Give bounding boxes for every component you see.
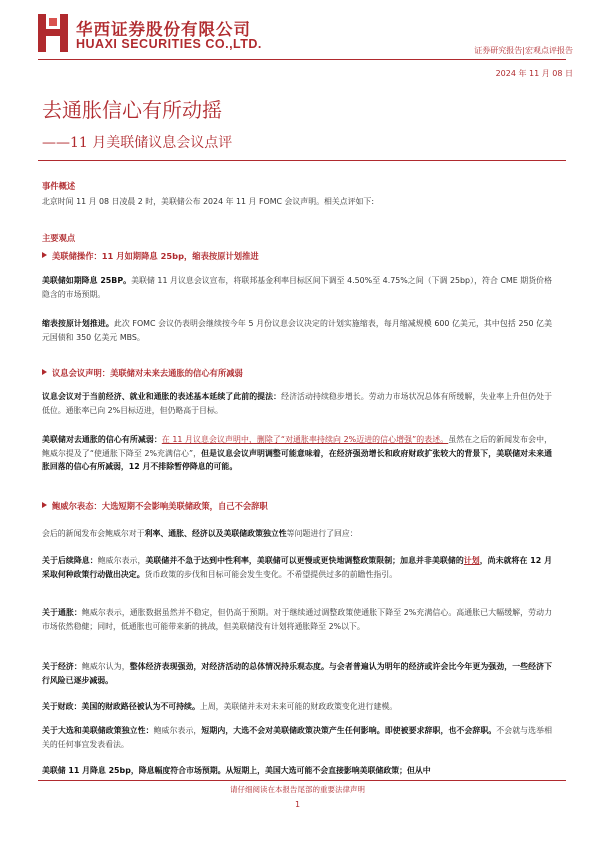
paragraph-lead: 关于大选和美联储政策独立性： — [42, 726, 154, 735]
paragraph-underline: 计划 — [463, 556, 480, 565]
paragraph-qt — [42, 317, 552, 344]
paragraph-election — [42, 724, 552, 751]
paragraph-emphasis: 利率、通胀、经济以及美联储政策独立性 — [144, 529, 287, 538]
report-subtitle: ——11 月美联储议息会议点评 — [42, 135, 233, 151]
paragraph-body: 美联储 11 月议息会议宣布，将联邦基金利率目标区间下调至 4.50%至 4.75%之间（下调 25bp），符合 CME 期货价格隐含的市场预期。 — [42, 276, 552, 299]
paragraph-economy — [42, 660, 552, 687]
paragraph-body: 虽然在之后的新闻发布会中，鲍威尔提及了“使通胀下降至 2%充满信心”， — [42, 435, 552, 458]
paragraph-lead: 缩表按原计划推进。 — [42, 319, 114, 328]
main-points-heading: 主要观点 — [42, 233, 76, 243]
paragraph-body: 鲍威尔认为， — [81, 662, 130, 671]
bullet-text: 议息会议声明：美联储对未来去通胀的信心有所减弱 — [52, 368, 243, 378]
paragraph-body: 等问题进行了回应： — [286, 529, 358, 538]
triangle-bullet-icon — [42, 369, 47, 375]
company-name-en: HUAXI SECURITIES CO.,LTD. — [76, 37, 262, 51]
bullet-statement — [42, 367, 243, 379]
bullet-fed-operation — [42, 250, 259, 262]
paragraph-statement — [42, 390, 552, 417]
paragraph-emphasis: 美联储 11 月降息 25bp，降息幅度符合市场预期。从短期上，美国大选可能不会直接影响美联储政策；但从中 — [42, 766, 431, 775]
paragraph-lead: 议息会议对于当前经济、就业和通胀的表述基本延续了此前的提法： — [42, 392, 282, 401]
paragraph-lead: 关于后续降息： — [42, 556, 98, 565]
paragraph-body: 上周，美联储并未对未来可能的财政政策变化进行建模。 — [199, 702, 398, 711]
paragraph-body: 不会就与选举相关的任何事宜发表看法。 — [42, 726, 552, 749]
paragraph-emphasis: 美国的财政路径被认为不可持续。 — [81, 702, 200, 711]
paragraph-inflation — [42, 606, 552, 633]
bullet-text: 美联储操作：11 月如期降息 25bp，缩表按原计划推进 — [52, 251, 259, 261]
paragraph-lead: 关于通胀： — [42, 608, 82, 617]
triangle-bullet-icon — [42, 502, 47, 508]
paragraph-emphasis: 整体经济表现强劲，对经济活动的总体情况持乐观态度。与会者普遍认为明年的经济或许会比今年更为强劲，一些经济下行风险已逐步减弱。 — [42, 662, 552, 685]
report-title: 去通胀信心有所动摇 — [42, 98, 222, 122]
paragraph-lead: 美联储对去通胀的信心有所减弱： — [42, 435, 162, 444]
paragraph-lead: 关于经济： — [42, 662, 82, 671]
paragraph-emphasis: 但是议息会议声明调整可能意味着，在经济强劲增长和政府财政扩张较大的背景下，美联储对未来通胀回落的信心有所减弱，12 月不排除暂停降息的可能。 — [42, 448, 552, 471]
report-type: 证券研究报告|宏观点评报告 — [474, 46, 573, 55]
header-divider — [38, 59, 566, 60]
company-name-cn: 华西证券股份有限公司 — [76, 20, 251, 39]
paragraph-body: 鲍威尔表示， — [97, 556, 146, 565]
title-divider — [38, 160, 566, 161]
paragraph-body: 鲍威尔表示，通胀数据虽然并不稳定，但仍高于预期。对于继续通过调整政策使通胀下降至 2%充满信心。高通胀已大幅缓解，劳动力市场依然稳健；同时，低通胀也可能带来新的挑战，但美联储没有计划将通胀降至 2%以下。 — [42, 608, 552, 631]
paragraph-disinflation — [42, 433, 552, 474]
triangle-bullet-icon — [42, 252, 47, 258]
paragraph-body: 货币政策的步伐和目标可能会发生变化。不希望提供过多的前瞻性指引。 — [144, 569, 398, 579]
bullet-powell — [42, 500, 268, 512]
paragraph-lead: 关于财政： — [42, 702, 82, 711]
bullet-text: 鲍威尔表态：大选短期不会影响美联储政策，自己不会辞职 — [52, 501, 268, 511]
paragraph-press-intro — [42, 527, 552, 541]
report-date: 2024 年 11 月 08 日 — [495, 69, 573, 78]
paragraph-future-cuts — [42, 554, 552, 581]
paragraph-emphasis: 短期内，大选不会对美联储政策决策产生任何影响。即使被要求辞职，也不会辞职。 — [201, 726, 497, 735]
paragraph-body: 经济活动持续稳步增长。劳动力市场状况总体有所缓解，失业率上升但仍处于低位。通胀率已向 2%目标迈进，但仍略高于目标。 — [42, 392, 552, 415]
page-number: 1 — [294, 800, 301, 809]
paragraph-rate-cut — [42, 274, 552, 301]
overview-heading: 事件概述 — [42, 181, 76, 191]
legal-notice: 请仔细阅读在本报告尾部的重要法律声明 — [230, 785, 365, 794]
overview-text: 北京时间 11 月 08 日凌晨 2 时，美联储公布 2024 年 11 月 FOMC 会议声明。相关点评如下: — [42, 197, 374, 206]
paragraph-body: 会后的新闻发布会鲍威尔对于 — [42, 529, 145, 538]
paragraph-lead: 美联储如期降息 25BP。 — [42, 276, 132, 285]
paragraph-conclusion — [42, 764, 552, 778]
paragraph-underline: 在 11 月议息会议声明中，删除了“对通胀率持续向 2%迈进的信心增强”的表述。 — [161, 435, 449, 444]
paragraph-emphasis: 美联储并不急于达到中性利率，美联储可以更慢或更快地调整政策限制；加息并非美联储的 — [145, 556, 464, 565]
company-logo — [38, 14, 68, 52]
paragraph-body: 鲍威尔表示， — [153, 726, 202, 735]
paragraph-fiscal — [42, 700, 552, 714]
paragraph-emphasis: ，尚未就将在 12 月采取何种政策行动做出决定。 — [42, 556, 552, 579]
footer-divider — [38, 780, 566, 781]
paragraph-body: 此次 FOMC 会议仍表明会继续按今年 5 月份议息会议决定的计划实施缩表，每月缩减规模 600 亿美元，其中包括 250 亿美元国债和 350 亿美元 MBS。 — [42, 319, 552, 342]
